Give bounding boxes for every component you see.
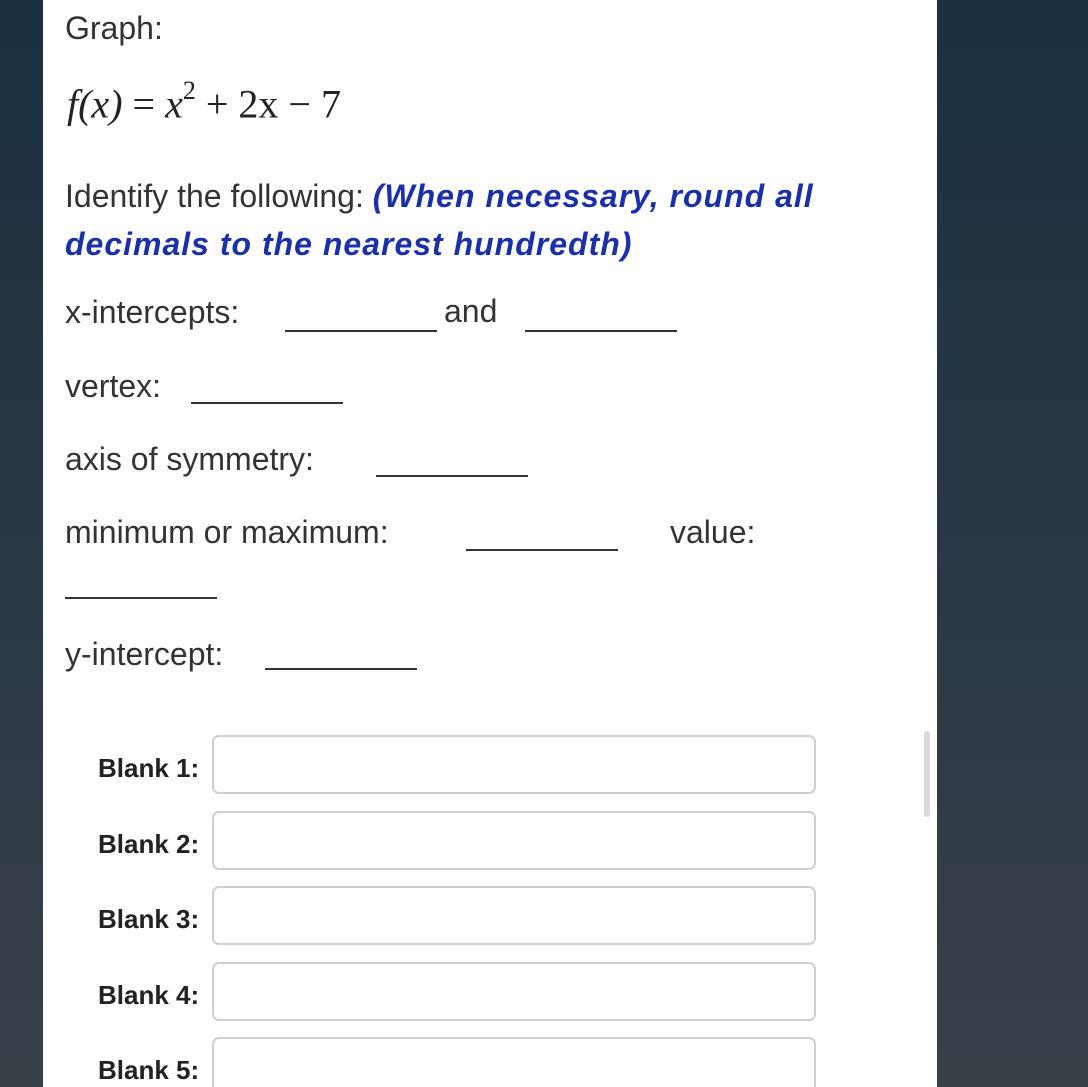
question-panel (43, 0, 937, 1087)
formula-equals: = (132, 81, 156, 127)
x-intercepts-label: x-intercepts: (65, 294, 240, 330)
x-intercept-2-blank-line (525, 330, 677, 332)
blank-4-input[interactable] (212, 962, 816, 1021)
blank-1-label: Blank 1: (98, 753, 200, 783)
vertex-label: vertex: (65, 368, 162, 404)
blank-1-input[interactable] (212, 735, 816, 794)
axis-of-symmetry-blank-line (376, 475, 528, 477)
y-intercept-label: y-intercept: (65, 636, 224, 672)
blank-4-label: Blank 4: (98, 980, 200, 1010)
formula-base: x (165, 81, 183, 127)
blank-2-input[interactable] (212, 811, 816, 870)
x-intercept-1-blank-line (285, 330, 437, 332)
function-formula (67, 76, 341, 127)
formula-exponent: 2 (182, 76, 196, 105)
min-or-max-blank-line (466, 549, 618, 551)
formula-lhs: f(x) (67, 81, 123, 127)
value-blank-line (65, 597, 217, 599)
instruction-text: Identify the following: (65, 178, 373, 214)
axis-of-symmetry-label: axis of symmetry: (65, 441, 314, 477)
and-label: and (444, 293, 498, 329)
blank-5-label: Blank 5: (98, 1055, 200, 1085)
scrollbar-thumb[interactable] (924, 731, 930, 817)
graph-heading: Graph: (65, 10, 163, 46)
formula-rest: + 2x − 7 (205, 81, 341, 127)
blank-2-label: Blank 2: (98, 829, 200, 859)
y-intercept-blank-line (265, 668, 417, 670)
blank-3-label: Blank 3: (98, 904, 200, 934)
instructions (65, 172, 915, 268)
vertex-blank-line (191, 402, 343, 404)
blank-3-input[interactable] (212, 886, 816, 945)
min-or-max-label: minimum or maximum: (65, 514, 389, 550)
value-label: value: (670, 514, 756, 550)
instruction-emphasis: (When necessary, round all decimals to the nearest hundredth) (65, 178, 814, 262)
blank-5-input[interactable] (212, 1037, 816, 1087)
